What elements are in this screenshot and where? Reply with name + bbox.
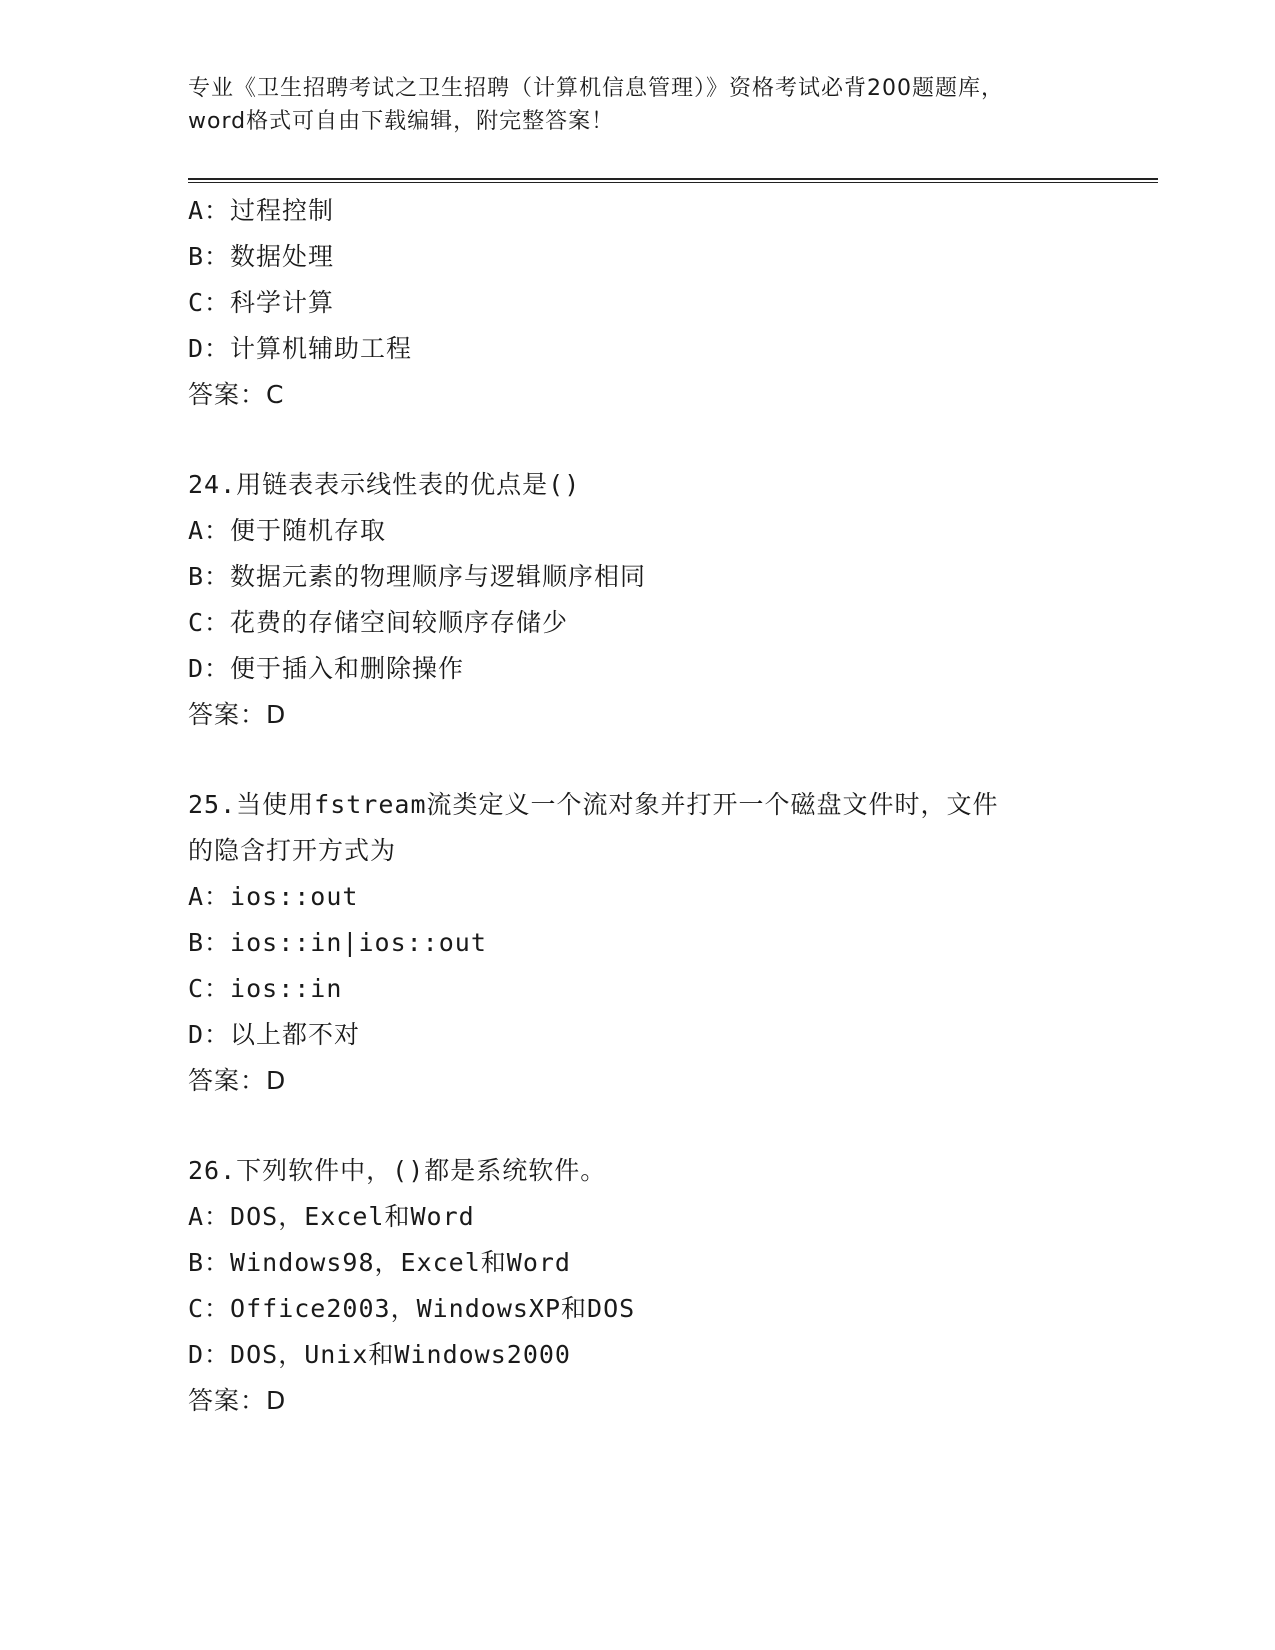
document-header: [188, 72, 1088, 138]
option-d: D：便于插入和删除操作: [188, 654, 465, 683]
question-spacer: [188, 418, 1158, 462]
question-spacer: [188, 738, 1158, 782]
question-stem-line-1: 25.当使用fstream流类定义一个流对象并打开一个磁盘文件时，文件: [188, 790, 999, 819]
answer: 答案：D: [188, 1386, 287, 1415]
option-d: D：以上都不对: [188, 1020, 361, 1049]
option-a: A：DOS，Excel和Word: [188, 1202, 475, 1231]
question-23: [188, 188, 1158, 418]
question-stem: 24.用链表表示线性表的优点是(): [188, 470, 581, 499]
header-divider: [188, 178, 1158, 183]
option-b: B：Windows98，Excel和Word: [188, 1248, 571, 1277]
option-c: C：科学计算: [188, 288, 335, 317]
option-b: B：数据元素的物理顺序与逻辑顺序相同: [188, 562, 647, 591]
header-title-line-1: 专业《卫生招聘考试之卫生招聘（计算机信息管理）》资格考试必背200题题库，: [188, 76, 1004, 101]
option-c: C：花费的存储空间较顺序存储少: [188, 608, 569, 637]
option-b: B：数据处理: [188, 242, 335, 271]
option-b: B：ios::in|ios::out: [188, 928, 487, 957]
question-spacer: [188, 1104, 1158, 1148]
header-title-line-2: word格式可自由下载编辑，附完整答案！: [188, 109, 615, 134]
question-stem: 26.下列软件中，()都是系统软件。: [188, 1156, 607, 1185]
question-list: [188, 188, 1158, 1424]
answer: 答案：D: [188, 700, 287, 729]
answer: 答案：D: [188, 1066, 287, 1095]
answer: 答案：C: [188, 380, 285, 409]
option-c: C：Office2003，WindowsXP和DOS: [188, 1294, 636, 1323]
question-25: [188, 782, 1158, 1104]
question-24: [188, 462, 1158, 738]
option-a: A：便于随机存取: [188, 516, 387, 545]
question-26: [188, 1148, 1158, 1424]
option-c: C：ios::in: [188, 974, 343, 1003]
option-a: A：过程控制: [188, 196, 335, 225]
option-d: D：DOS，Unix和Windows2000: [188, 1340, 571, 1369]
option-a: A：ios::out: [188, 882, 359, 911]
option-d: D：计算机辅助工程: [188, 334, 413, 363]
question-stem-line-2: 的隐含打开方式为: [188, 836, 397, 865]
